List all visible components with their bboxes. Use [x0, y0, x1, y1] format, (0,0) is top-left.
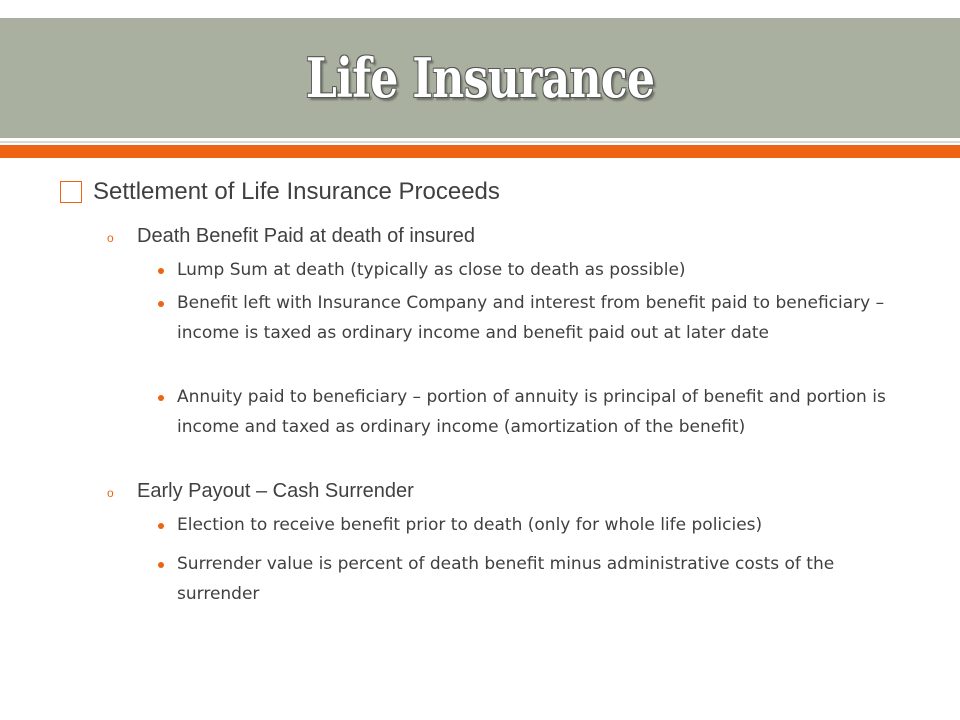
slide-title: Life Insurance: [305, 46, 655, 110]
dot-bullet-icon: [158, 395, 164, 401]
dot-bullet-icon: [158, 562, 164, 568]
circle-bullet-icon: o: [107, 486, 114, 500]
list-item: Election to receive benefit prior to death (only for whole life policies): [177, 515, 763, 535]
dot-bullet-icon: [158, 523, 164, 529]
list-item: Lump Sum at death (typically as close to death as possible): [177, 260, 686, 280]
list-item: Benefit left with Insurance Company and interest from benefit paid to beneficiary – income is taxed as ordinary income and benefit paid out at later date: [177, 293, 885, 343]
main-bullet-text: Settlement of Life Insurance Proceeds: [93, 178, 500, 205]
dot-bullet-icon: [158, 301, 164, 307]
list-item: Surrender value is percent of death benefit minus administrative costs of the surrender: [177, 554, 835, 604]
list-item: Annuity paid to beneficiary – portion of annuity is principal of benefit and portion is income and taxed as ordinary income (amortization of the benefit): [177, 387, 886, 437]
dot-bullet-icon: [158, 268, 164, 274]
circle-bullet-icon: o: [107, 231, 114, 245]
sub-bullet-early-payout: Early Payout – Cash Surrender: [137, 480, 414, 502]
orange-square-outline-bullet-icon: [60, 181, 82, 203]
sub-bullet-death-benefit: Death Benefit Paid at death of insured: [137, 225, 476, 247]
